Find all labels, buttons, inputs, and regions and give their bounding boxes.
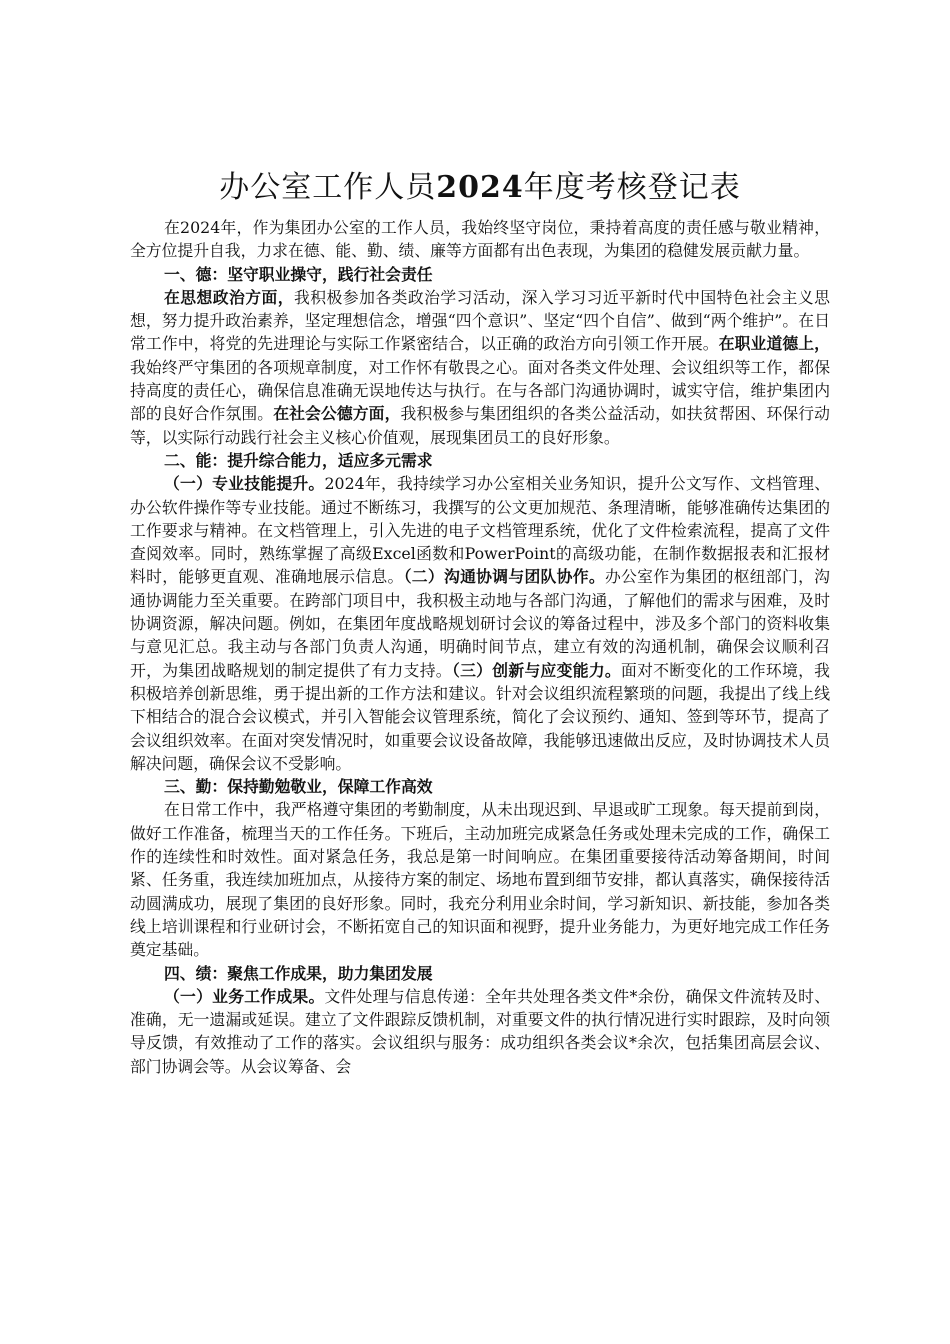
lead-communication: （二）沟通协调与团队协作。 — [403, 567, 605, 587]
intro-paragraph: 在2024年，作为集团办公室的工作人员，我始终坚守岗位，秉持着高度的责任感与敬业精神，全方位提升自我，力求在德、能、勤、绩、廉等方面都有出色表现，为集团的稳健发展贡献力量。 — [130, 218, 830, 261]
section-heading-diligence: 三、勤：保持勤勉敬业，保障工作高效 — [164, 777, 433, 797]
title-after: 年度考核登记表 — [523, 170, 741, 205]
text-social-ethics: 我积极参与集团组织的各类公益活动，如扶贫帮困、环保行动等，以实际行动践行社会主义核心价值观，展现集团员工的良好形象。 — [130, 404, 830, 447]
lead-political: 在思想政治方面， — [164, 287, 295, 307]
text-professional-ethics: 我始终严守集团的各项规章制度，对工作怀有敬畏之心。面对各类文件处理、会议组织等工作，都保持高度的责任心，确保信息准确无误地传达与执行。在与各部门沟通协调时，诚实守信，维护集团内部的良好合作氛围。 — [130, 357, 830, 424]
title-before: 办公室工作人员 — [219, 170, 437, 205]
section-heading-achievement: 四、绩：聚焦工作成果，助力集团发展 — [164, 963, 433, 983]
document-title — [130, 166, 830, 210]
text-skills: 2024年，我持续学习办公室相关业务知识，提升公文写作、文档管理、办公软件操作等专业技能。通过不断练习，我撰写的公文更加规范、条理清晰，能够准确传达集团的工作要求与精神。在文档管理上，引入先进的电子文档管理系统，优化了文件检索流程，提高了文件查阅效率。同时，熟练掌握了高级Excel函数和PowerPoint的高级功能，在制作数据报表和汇报材料时，能够更直观、准确地展示信息。 — [130, 474, 830, 587]
lead-social-ethics: 在社会公德方面， — [273, 404, 401, 424]
title-year: 2024 — [436, 170, 524, 205]
section-heading-morality: 一、德：坚守职业操守，践行社会责任 — [164, 264, 433, 284]
morality-paragraph — [130, 286, 830, 449]
document-body — [130, 166, 830, 1078]
text-innovation: 面对不断变化的工作环境，我积极培养创新思维，勇于提出新的工作方法和建议。针对会议组织流程繁琐的问题，我提出了线上线下相结合的混合会议模式，并引入智能会议管理系统，简化了会议预约、通知、签到等环节，提高了会议组织效率。在面对突发情况时，如重要会议设备故障，我能够迅速做出反应，及时协调技术人员解决问题，确保会议不受影响。 — [130, 660, 830, 773]
ability-paragraph — [130, 472, 830, 775]
lead-professional-ethics: 在职业道德上， — [718, 334, 830, 354]
text-business-results: 文件处理与信息传递：全年共处理各类文件*余份，确保文件流转及时、准确，无一遗漏或延误。建立了文件跟踪反馈机制，对重要文件的执行情况进行实时跟踪，及时向领导反馈，有效推动了工作的落实。会议组织与服务：成功组织各类会议*余次，包括集团高层会议、部门协调会等。从会议筹备、会 — [130, 986, 830, 1076]
achievement-paragraph — [130, 985, 830, 1078]
text-political: 我积极参加各类政治学习活动，深入学习习近平新时代中国特色社会主义思想，努力提升政治素养，坚定理想信念，增强“四个意识”、坚定“四个自信”、做到“两个维护”。在日常工作中，将党的先进理论与实际工作紧密结合，以正确的政治方向引领工作开展。 — [130, 287, 830, 354]
lead-business-results: （一）业务工作成果。 — [164, 986, 325, 1006]
text-communication: 办公室作为集团的枢纽部门，沟通协调能力至关重要。在跨部门项目中，我积极主动地与各部门沟通，了解他们的需求与困难，及时协调资源，解决问题。例如，在集团年度战略规划研讨会议的筹备过程中，涉及多个部门的资料收集与意见汇总。我主动与各部门负责人沟通，明确时间节点，建立有效的沟通机制，确保会议顺利召开，为集团战略规划的制定提供了有力支持。 — [130, 567, 830, 680]
lead-innovation: （三）创新与应变能力。 — [451, 660, 622, 680]
diligence-paragraph: 在日常工作中，我严格遵守集团的考勤制度，从未出现迟到、早退或旷工现象。每天提前到岗，做好工作准备，梳理当天的工作任务。下班后，主动加班完成紧急任务或处理未完成的工作，确保工作的连续性和时效性。面对紧急任务，我总是第一时间响应。在集团重要接待活动筹备期间，时间紧、任务重，我连续加班加点，从接待方案的制定、场地布置到细节安排，都认真落实，确保接待活动圆满成功，展现了集团的良好形象。同时，我充分利用业余时间，学习新知识、新技能，参加各类线上培训课程和行业研讨会，不断拓宽自己的知识面和视野，提升业务能力，为更好地完成工作任务奠定基础。 — [130, 800, 830, 960]
lead-skills: （一）专业技能提升。 — [164, 474, 325, 494]
section-heading-ability: 二、能：提升综合能力，适应多元需求 — [164, 450, 433, 470]
